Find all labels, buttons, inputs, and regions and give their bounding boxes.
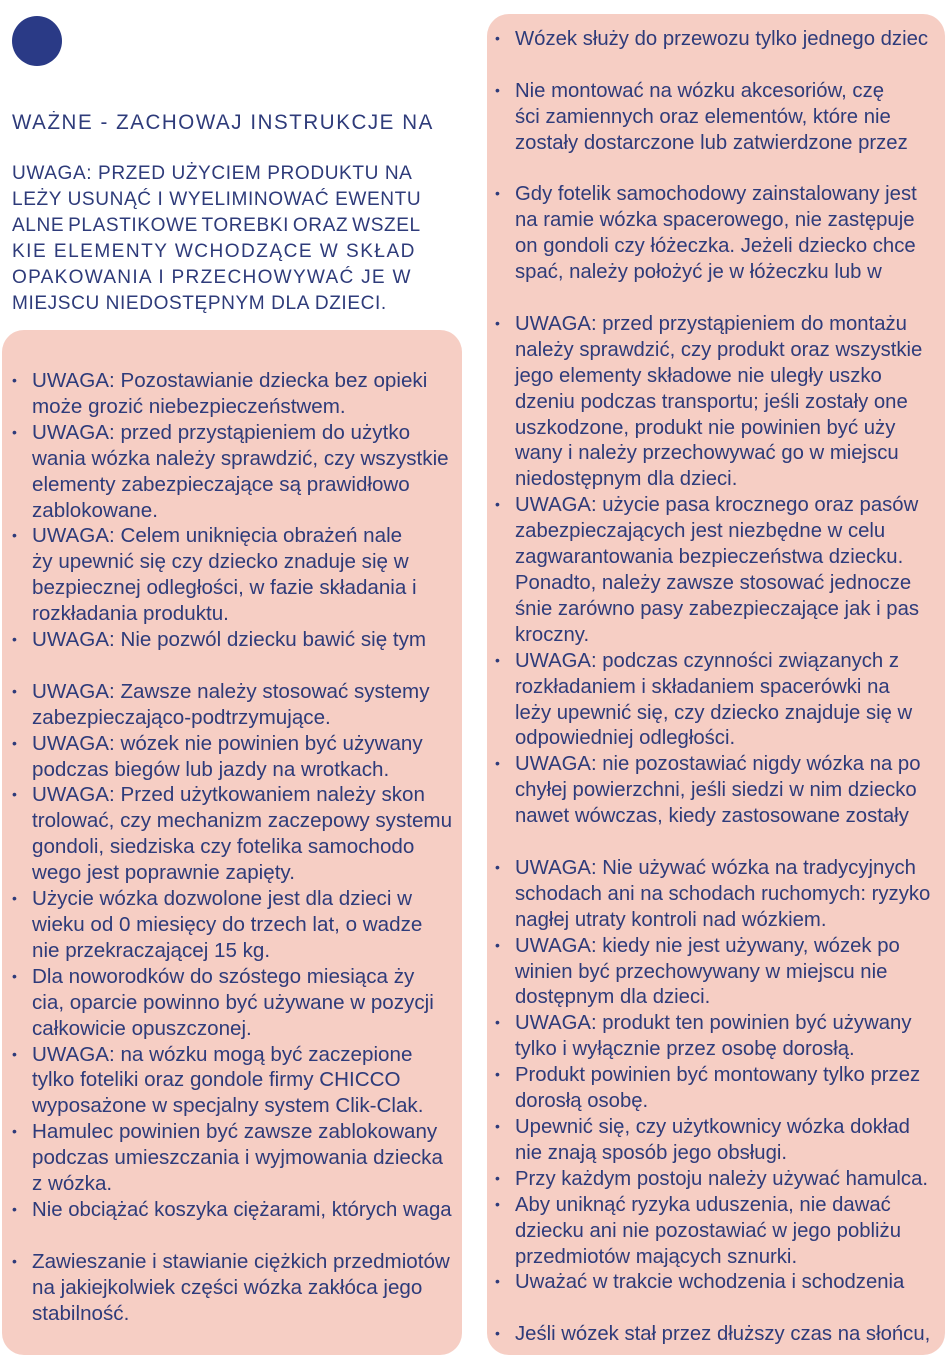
bullet-icon: • xyxy=(495,314,500,331)
warning-text-line: UWAGA: produkt ten powinien być używany xyxy=(515,1011,912,1035)
warning-text-line: zablokowane. xyxy=(32,498,158,522)
bullet-icon: • xyxy=(495,496,500,513)
bullet-icon: • xyxy=(12,1123,17,1140)
warning-item xyxy=(495,78,941,156)
warning-text-line: zagwarantowania bezpieczeństwa dziecku. xyxy=(515,545,904,569)
warning-item xyxy=(495,311,941,492)
warning-text-line: może grozić niebezpieczeństwem. xyxy=(32,394,346,418)
warning-item xyxy=(12,523,452,627)
warning-text-line: na jakiejkolwiek części wózka zakłóca jego xyxy=(32,1275,423,1299)
warning-item xyxy=(12,1249,452,1327)
warning-text-line: UWAGA: przed przystąpieniem do montażu xyxy=(515,311,907,335)
warning-text-line: cia, oparcie powinno być używane w pozycji xyxy=(32,990,434,1014)
warning-item xyxy=(495,751,941,829)
warning-text-line: na ramie wózka spacerowego, nie zastępuje xyxy=(515,208,915,232)
warning-text-line: dziecku ani nie pozostawiać w jego pobliżu xyxy=(515,1218,901,1242)
warning-text-line: dzeniu podczas transportu; jeśli zostały one xyxy=(515,389,908,413)
warning-text-line: UWAGA: na wózku mogą być zaczepione xyxy=(32,1042,413,1066)
bullet-icon: • xyxy=(495,1195,500,1212)
warning-item xyxy=(12,368,452,420)
bullet-icon: • xyxy=(495,1118,500,1134)
warning-text-line: Uważać w trakcie wchodzenia i schodzenia xyxy=(515,1270,905,1294)
page-title: WAŻNE - ZACHOWAJ INSTRUKCJE NA xyxy=(12,111,434,134)
warning-text-line: Gdy fotelik samochodowy zainstalowany jest xyxy=(515,182,917,206)
warning-text-line: elementy zabezpieczające są prawidłowo xyxy=(32,472,410,496)
warning-text-line: UWAGA: Pozostawianie dziecka bez opieki xyxy=(32,369,428,392)
warning-item xyxy=(12,627,452,653)
warning-item xyxy=(495,1062,941,1114)
warning-text-line: trolować, czy mechanizm zaczepowy systemu xyxy=(32,809,453,833)
warning-text-line: wany i należy przechowywać go w miejscu xyxy=(515,441,899,465)
bullet-icon: • xyxy=(495,1325,500,1342)
right-warnings-list xyxy=(495,26,941,1347)
warning-text-line: bezpiecznej odległości, w fazie składania i xyxy=(32,576,417,600)
warning-text-line: Nie obciążać koszyka ciężarami, których waga xyxy=(32,1197,452,1221)
brand-dot xyxy=(12,16,62,66)
warning-item xyxy=(495,1269,941,1295)
bullet-icon: • xyxy=(495,185,500,202)
warning-text-line: całkowicie opuszczonej. xyxy=(32,1016,252,1040)
warning-text-line: wania wózka należy sprawdzić, czy wszystkie xyxy=(32,446,449,470)
warning-text-line: UWAGA: Celem uniknięcia obrażeń nale xyxy=(32,524,403,548)
bullet-icon: • xyxy=(495,858,500,875)
warning-text-line: Ponadto, należy zawsze stosować jednocze xyxy=(515,570,912,594)
warning-text-line: leży upewnić się, czy dziecko znajduje się w xyxy=(515,700,913,724)
warning-text-line: UWAGA: Przed użytkowaniem należy skon xyxy=(32,783,425,807)
warning-text-line: Zawieszanie i stawianie ciężkich przedmiotów xyxy=(32,1249,450,1273)
warning-text-line: podczas biegów lub jazdy na wrotkach. xyxy=(32,757,390,781)
warning-item xyxy=(12,1119,452,1197)
warning-text-line: tylko i wyłącznie przez osobę dorosłą. xyxy=(515,1037,855,1061)
bullet-icon: • xyxy=(12,967,17,984)
warning-text-line: Produkt powinien być montowany tylko przez xyxy=(515,1063,921,1087)
warning-line: UWAGA: PRZED UŻYCIEM PRODUKTU NA xyxy=(12,162,413,184)
bullet-icon: • xyxy=(495,1273,500,1290)
warning-text-line: UWAGA: Zawsze należy stosować systemy xyxy=(32,679,430,703)
warning-text-line: podczas umieszczania i wyjmowania dziecka xyxy=(32,1146,443,1170)
warning-text-line: zabezpieczających jest niezbędne w celu xyxy=(515,519,886,543)
bullet-icon: • xyxy=(495,1014,500,1031)
warning-text-line: Dla noworodków do szóstego miesiąca ży xyxy=(32,964,415,988)
warning-text-line: Hamulec powinien być zawsze zablokowany xyxy=(32,1120,438,1144)
bullet-icon: • xyxy=(495,1169,500,1186)
warning-text-line: nie przekraczającej 15 kg. xyxy=(32,938,271,962)
warning-item xyxy=(495,1114,941,1166)
bullet-icon: • xyxy=(12,372,17,388)
warning-line: LEŻY USUNĄĆ I WYELIMINOWAĆ EWENTU xyxy=(12,188,422,210)
warning-text-line: gondoli, siedziska czy fotelika samochodo xyxy=(32,835,415,859)
warning-text-line: UWAGA: podczas czynności związanych z xyxy=(515,648,900,672)
warning-text-line: Nie montować na wózku akcesoriów, czę xyxy=(515,78,885,102)
warning-text-line: wieku od 0 miesięcy do trzech lat, o wadze xyxy=(32,913,423,937)
warning-text-line: stabilność. xyxy=(32,1301,130,1325)
warning-item xyxy=(495,26,941,52)
warning-item xyxy=(12,1197,452,1223)
bullet-icon: • xyxy=(12,1200,17,1217)
warning-text-line: nagłej utraty kontroli nad wózkiem. xyxy=(515,907,827,931)
warning-text-line: UWAGA: kiedy nie jest używany, wózek po xyxy=(515,933,900,957)
warning-text-line: UWAGA: Nie pozwól dziecku bawić się tym xyxy=(32,628,427,652)
bullet-icon: • xyxy=(495,1066,500,1083)
warning-text-line: jego elementy składowe nie uległy uszko xyxy=(515,363,882,387)
bullet-icon: • xyxy=(12,786,17,803)
warning-text-line: on gondoli czy łóżeczka. Jeżeli dziecko chce xyxy=(515,234,916,258)
warning-line: ALNE PLASTIKOWE TOREBKI ORAZ WSZEL xyxy=(12,214,421,236)
warning-item xyxy=(495,1192,941,1270)
bullet-icon: • xyxy=(12,682,17,699)
warning-text-line: UWAGA: Nie używać wózka na tradycyjnych xyxy=(515,855,916,879)
warning-text-line: tylko foteliki oraz gondole firmy CHICCO xyxy=(32,1068,401,1092)
warning-line: OPAKOWANIA I PRZECHOWYWAĆ JE W xyxy=(12,266,412,288)
warning-text-line: odpowiedniej odległości. xyxy=(515,726,736,750)
warning-text-line: UWAGA: przed przystąpieniem do użytko xyxy=(32,420,411,444)
warning-item xyxy=(495,648,941,752)
bullet-icon: • xyxy=(12,631,17,648)
warning-item xyxy=(12,731,452,783)
packaging-warning xyxy=(12,160,462,316)
warning-text-line: śnie zarówno pasy zabezpieczające jak i pas xyxy=(515,596,920,620)
bullet-icon: • xyxy=(495,30,500,46)
warning-item xyxy=(12,964,452,1042)
bullet-icon: • xyxy=(12,734,17,751)
warning-text-line: kroczny. xyxy=(515,622,590,646)
warning-text-line: rozkładaniem i składaniem spacerówki na xyxy=(515,674,890,698)
warning-text-line: wyposażone w specjalny system Clik-Clak. xyxy=(32,1094,424,1118)
bullet-icon: • xyxy=(495,755,500,772)
right-warnings-panel xyxy=(487,14,945,1355)
warning-text-line: uszkodzone, produkt nie powinien być uży xyxy=(515,415,896,439)
warning-text-line: Użycie wózka dozwolone jest dla dzieci w xyxy=(32,887,413,911)
warning-text-line: przedmiotów mających sznurki. xyxy=(515,1244,798,1268)
warning-item xyxy=(495,933,941,1011)
warning-text-line: nie znają sposób jego obsługi. xyxy=(515,1140,788,1164)
warning-text-line: schodach ani na schodach ruchomych: ryzyko xyxy=(515,881,931,905)
warning-text-line: Wózek służy do przewozu tylko jednego dziec xyxy=(515,27,929,50)
warning-item xyxy=(12,420,452,524)
bullet-icon: • xyxy=(12,890,17,907)
warning-text-line: nawet wówczas, kiedy zastosowane zostały xyxy=(515,804,909,828)
warning-item xyxy=(495,855,941,933)
bullet-icon: • xyxy=(495,651,500,668)
warning-item xyxy=(495,1010,941,1062)
warning-line: KIE ELEMENTY WCHODZĄCE W SKŁAD xyxy=(12,240,416,262)
bullet-icon: • xyxy=(12,423,17,440)
bullet-icon: • xyxy=(12,1252,17,1269)
warning-text-line: zostały dostarczone lub zatwierdzone przez xyxy=(515,130,908,154)
left-warnings-list xyxy=(12,368,453,1327)
warning-text-line: Upewnić się, czy użytkownicy wózka dokład xyxy=(515,1115,910,1138)
warning-text-line: ży upewnić się czy dziecko znaduje się w xyxy=(32,550,409,574)
warning-item xyxy=(495,181,941,285)
warning-text-line: z wózka. xyxy=(32,1172,113,1196)
warning-item xyxy=(12,679,452,731)
bullet-icon: • xyxy=(12,527,17,544)
warning-text-line: Jeśli wózek stał przez dłuższy czas na słońcu, xyxy=(515,1322,931,1346)
warning-text-line: UWAGA: nie pozostawiać nigdy wózka na po xyxy=(515,752,921,776)
warning-item xyxy=(12,1042,452,1120)
bullet-icon: • xyxy=(12,1045,17,1062)
warning-text-line: ści zamiennych oraz elementów, które nie xyxy=(515,104,891,128)
warning-item xyxy=(12,886,452,964)
warning-item xyxy=(495,492,941,647)
warning-text-line: Przy każdym postoju należy używać hamulca. xyxy=(515,1166,929,1190)
warning-text-line: dorosłą osobę. xyxy=(515,1089,649,1113)
warning-text-line: UWAGA: użycie pasa krocznego oraz pasów xyxy=(515,493,919,517)
left-warnings-panel xyxy=(2,330,462,1355)
warning-text-line: winien być przechowywany w miejscu nie xyxy=(515,959,888,983)
warning-text-line: UWAGA: wózek nie powinien być używany xyxy=(32,731,423,755)
warning-text-line: dostępnym dla dzieci. xyxy=(515,985,711,1009)
warning-text-line: chyłej powierzchni, jeśli siedzi w nim dziecko xyxy=(515,778,917,802)
warning-text-line: należy sprawdzić, czy produkt oraz wszystkie xyxy=(515,337,923,361)
warning-text-line: wego jest poprawnie zapięty. xyxy=(32,861,295,885)
bullet-icon: • xyxy=(495,81,500,98)
warning-text-line: zabezpieczająco-podtrzymujące. xyxy=(32,705,331,729)
warning-item xyxy=(12,782,453,886)
warning-item xyxy=(495,1321,941,1347)
warning-text-line: rozkładania produktu. xyxy=(32,602,229,626)
warning-item xyxy=(495,1166,941,1192)
warning-text-line: Aby uniknąć ryzyka uduszenia, nie dawać xyxy=(515,1192,891,1216)
warning-text-line: niedostępnym dla dzieci. xyxy=(515,467,738,491)
warning-text-line: spać, należy położyć je w łóżeczku lub w xyxy=(515,260,882,284)
bullet-icon: • xyxy=(495,936,500,953)
warning-line: MIEJSCU NIEDOSTĘPNYM DLA DZIECI. xyxy=(12,292,387,314)
